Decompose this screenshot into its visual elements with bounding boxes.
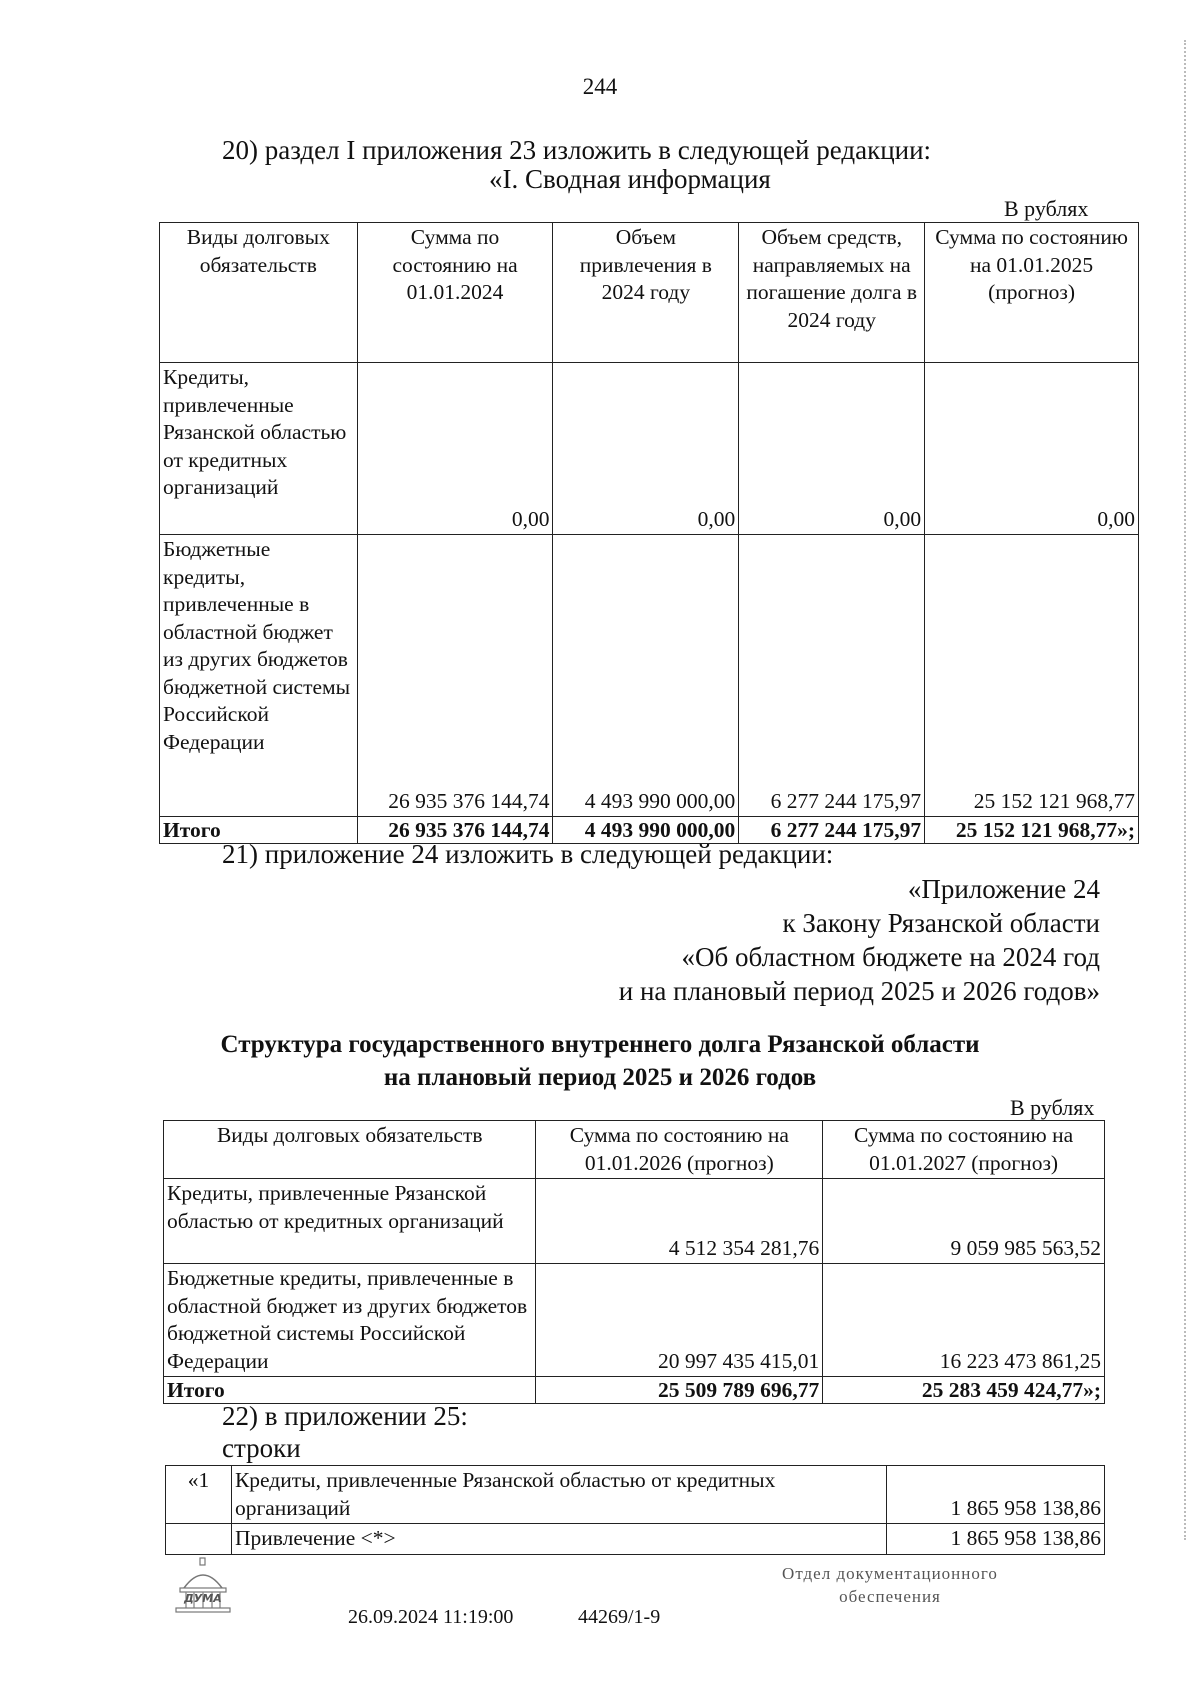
item-20-text: 20) раздел I приложения 23 изложить в следующей редакции:: [222, 135, 932, 165]
unit-label-2: В рублях: [1010, 1095, 1095, 1120]
table-row: [160, 535, 1139, 817]
footer-doc-number: 44269/1-9: [578, 1606, 661, 1628]
col-header-debt-type: Виды долговых обязательств: [160, 223, 358, 363]
total-label: Итого: [164, 1377, 536, 1404]
cell-value: 25 152 121 968,77: [925, 535, 1139, 817]
item-22-subtext: строки: [222, 1433, 301, 1463]
appendix-header: [619, 872, 1100, 1008]
cell-value: 26 935 376 144,74: [357, 535, 553, 817]
col-header-balance-2026: Сумма по состоянию на 01.01.2026 (прогноз): [536, 1121, 823, 1179]
col-header-balance-2025: Сумма по состоянию на 01.01.2025 (прогноз): [925, 223, 1139, 363]
total-value: 6 277 244 175,97: [739, 817, 925, 844]
cell-value: 4 493 990 000,00: [553, 535, 739, 817]
cell-value: 0,00: [925, 363, 1139, 535]
table-row: [166, 1466, 1105, 1524]
summary-subtitle: «I. Сводная информация: [489, 164, 771, 194]
col-header-repayment-2024: Объем средств, направляемых на погашение долга в 2024 году: [739, 223, 925, 363]
unit-label-1: В рублях: [1004, 196, 1089, 221]
total-value: 25 509 789 696,77: [536, 1377, 823, 1404]
col-header-debt-type: Виды долговых обязательств: [164, 1121, 536, 1179]
cell-value: 9 059 985 563,52: [823, 1179, 1105, 1264]
stamp-line1: Отдел документационного: [782, 1564, 998, 1583]
row-label: Бюджетные кредиты, привлеченные в областной бюджет из других бюджетов бюджетной системы Российской Федерации: [164, 1264, 536, 1377]
total-value: 26 935 376 144,74: [357, 817, 553, 844]
col-header-balance-2024: Сумма по состоянию на 01.01.2024: [357, 223, 553, 363]
row-label: Бюджетные кредиты, привлеченные в областной бюджет из других бюджетов бюджетной системы Российской Федерации: [160, 535, 358, 817]
cell-value: 16 223 473 861,25: [823, 1264, 1105, 1377]
total-value: 25 152 121 968,77»;: [925, 817, 1139, 844]
page-number: 244: [582, 74, 618, 99]
logo-text: ДУМА: [184, 1592, 222, 1605]
scan-edge-marks: [1184, 40, 1192, 1540]
cell-value: 20 997 435 415,01: [536, 1264, 823, 1377]
department-stamp: [740, 1562, 1040, 1608]
table-row: [160, 363, 1139, 535]
row-label: Привлечение <*>: [231, 1524, 886, 1555]
row-number: [166, 1524, 232, 1555]
appendix25-table: [165, 1465, 1105, 1555]
stamp-line2: обеспечения: [839, 1587, 941, 1606]
cell-value: 0,00: [357, 363, 553, 535]
cell-value: 1 865 958 138,86: [887, 1466, 1105, 1524]
appendix-line: к Закону Рязанской области: [782, 908, 1100, 938]
table-row: [164, 1264, 1105, 1377]
cell-value: 0,00: [553, 363, 739, 535]
cell-value: 6 277 244 175,97: [739, 535, 925, 817]
table-row: [166, 1524, 1105, 1555]
appendix-line: «Приложение 24: [907, 874, 1100, 904]
cell-value: 0,00: [739, 363, 925, 535]
table-row: [164, 1179, 1105, 1264]
item-22-text: 22) в приложении 25:: [222, 1401, 468, 1431]
cell-value: 1 865 958 138,86: [887, 1524, 1105, 1555]
duma-logo: [172, 1556, 234, 1620]
col-header-balance-2027: Сумма по состоянию на 01.01.2027 (прогноз): [823, 1121, 1105, 1179]
appendix-line: «Об областном бюджете на 2024 год: [681, 942, 1100, 972]
row-label: Кредиты, привлеченные Рязанской областью от кредитных организаций: [164, 1179, 536, 1264]
total-value: 4 493 990 000,00: [553, 817, 739, 844]
row-label: Кредиты, привлеченные Рязанской областью от кредитных организаций: [160, 363, 358, 535]
duma-building-icon: [172, 1556, 234, 1620]
total-label: Итого: [160, 817, 358, 844]
appendix-line: и на плановый период 2025 и 2026 годов»: [618, 976, 1100, 1006]
row-label: Кредиты, привлеченные Рязанской областью от кредитных организаций: [231, 1466, 886, 1524]
row-number: «1: [166, 1466, 232, 1524]
summary-table: [159, 222, 1139, 844]
item-21-text: 21) приложение 24 изложить в следующей редакции:: [222, 839, 834, 869]
cell-value: 4 512 354 281,76: [536, 1179, 823, 1264]
col-header-borrowing-2024: Объем привлечения в 2024 году: [553, 223, 739, 363]
summary-header-row: [160, 223, 1139, 363]
total-value: 25 283 459 424,77»;: [823, 1377, 1105, 1404]
footer-datetime: 26.09.2024 11:19:00: [348, 1606, 514, 1628]
structure-header-row: [164, 1121, 1105, 1179]
structure-table: [163, 1120, 1105, 1404]
structure-title: [0, 1028, 1200, 1094]
structure-title-line1: Структура государственного внутреннего долга Рязанской области: [220, 1031, 980, 1058]
structure-title-line2: на плановый период 2025 и 2026 годов: [383, 1064, 817, 1091]
